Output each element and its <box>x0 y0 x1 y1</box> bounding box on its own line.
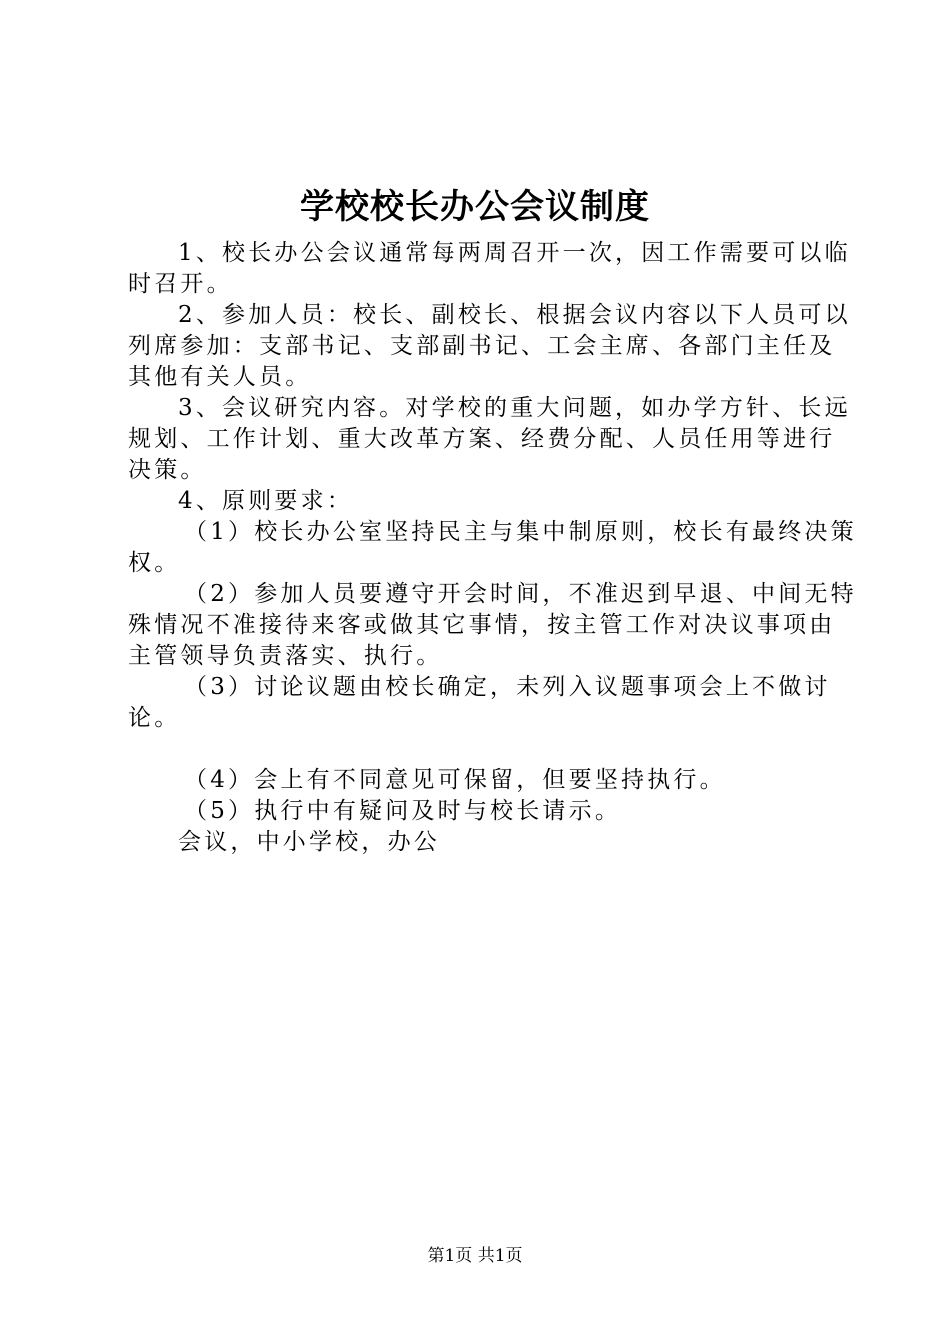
paragraph-4-2: （2）参加人员要遵守开会时间，不准迟到早退、中间无特殊情况不准接待来客或做其它事情，按主管工作对决议事项由主管领导负责落实、执行。 <box>128 581 857 669</box>
paragraph-3: 3、会议研究内容。对学校的重大问题，如办学方针、长远规划、工作计划、重大改革方案、经费分配、人员任用等进行决策。 <box>128 395 851 483</box>
paragraph-2: 2、参加人员：校长、副校长、根据会议内容以下人员可以列席参加：支部书记、支部副书记、工会主席、各部门主任及其他有关人员。 <box>128 302 851 390</box>
paragraph-4-1: （1）校长办公室坚持民主与集中制原则，校长有最终决策权。 <box>128 519 857 576</box>
paragraph-4-5: （5）执行中有疑问及时与校长请示。 <box>184 798 622 824</box>
page-number-footer: 第1页 共1页 <box>427 1246 523 1266</box>
document-body <box>128 238 858 858</box>
paragraph-4-4: （4）会上有不同意见可保留，但要坚持执行。 <box>184 767 726 793</box>
document-title: 学校校长办公会议制度 <box>300 187 650 227</box>
paragraph-4: 4、原则要求： <box>178 488 354 514</box>
paragraph-4-3: （3）讨论议题由校长确定，未列入议题事项会上不做讨论。 <box>128 674 831 731</box>
keywords-line: 会议，中小学校，办公 <box>178 829 440 855</box>
paragraph-1: 1、校长办公会议通常每两周召开一次，因工作需要可以临时召开。 <box>128 240 851 297</box>
